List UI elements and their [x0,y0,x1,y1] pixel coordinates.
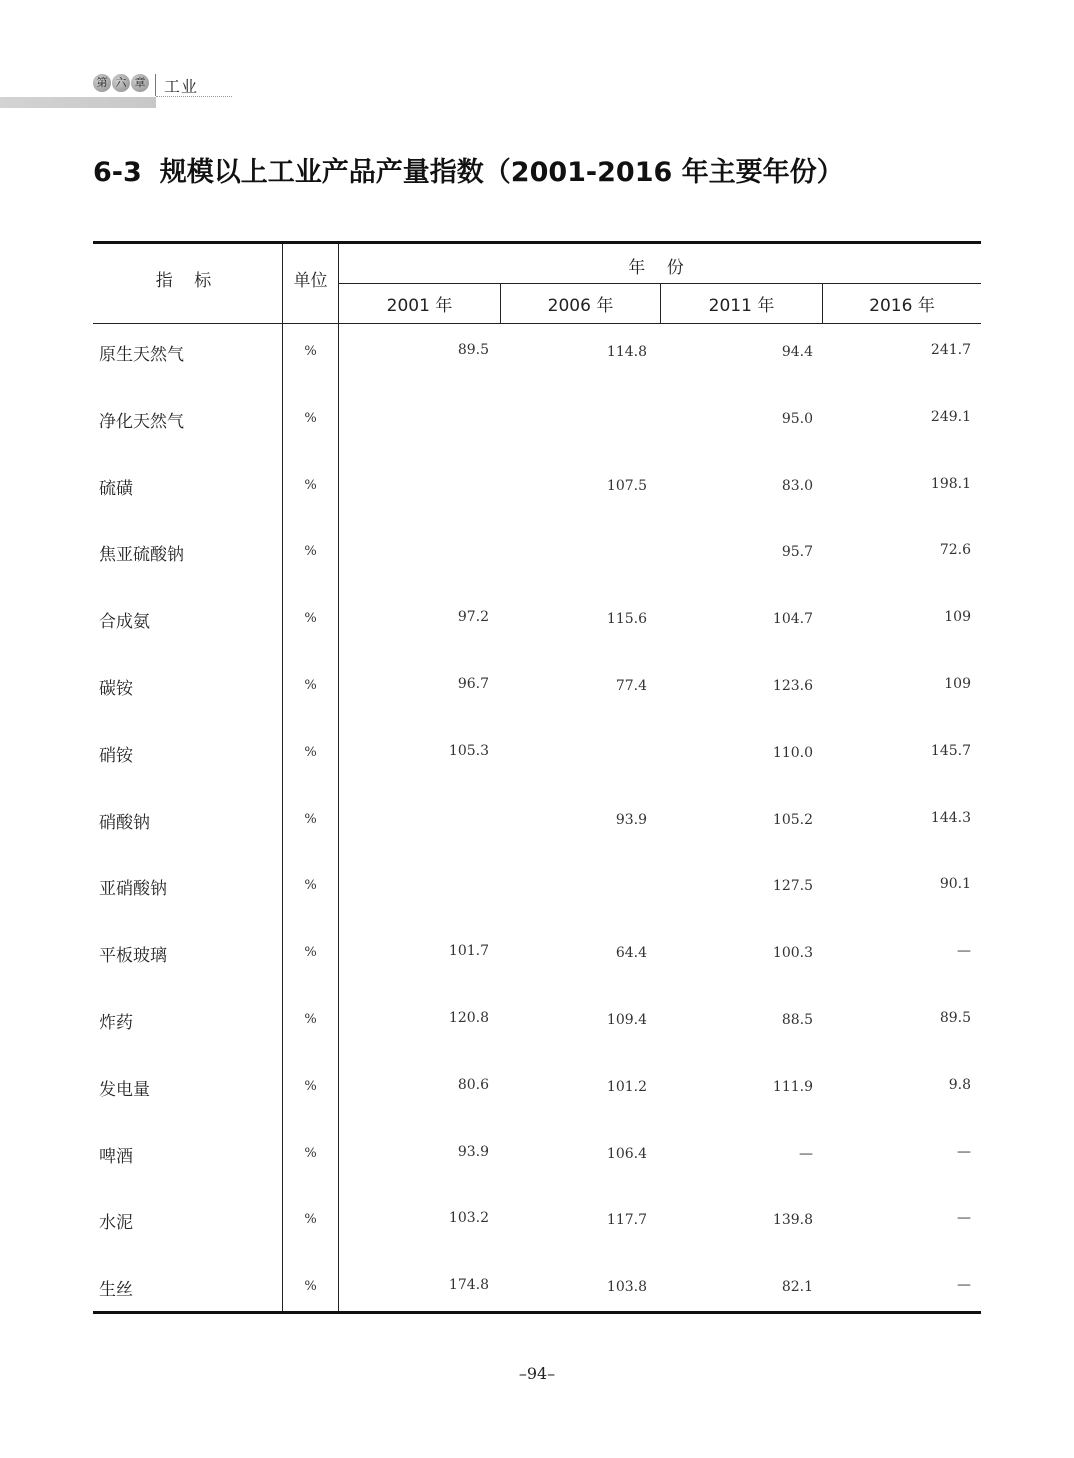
value-2011: 88.5 [781,1011,813,1028]
value-2011: 83.0 [781,477,813,494]
table-row [93,1132,981,1199]
row-unit: % [304,1078,317,1094]
value-2011: 123.6 [772,677,813,694]
row-indicator: 亚硝酸钠 [99,879,167,900]
value-2016: — [957,943,971,960]
value-2001: 105.3 [448,742,489,759]
value-2001: 120.8 [448,1009,489,1026]
row-unit: % [304,1145,317,1161]
table-row [93,798,981,865]
row-indicator: 焦亚硫酸钠 [99,545,184,566]
row-unit: % [304,878,317,894]
table-top-rule [93,241,981,244]
row-unit: % [304,611,317,627]
header-separator [155,74,156,96]
value-2001: 89.5 [457,342,489,358]
value-2006: 109.4 [606,1011,647,1028]
header-bottom-rule [93,323,981,324]
header-year-2016: 2016 年 [869,296,935,316]
value-2011: 95.0 [781,410,813,427]
value-2011: 95.7 [781,544,813,561]
table-row [93,597,981,664]
value-2006: 106.4 [606,1145,647,1162]
value-2006: 93.9 [615,811,647,828]
value-2016: — [957,1143,971,1160]
chapter-label [93,74,149,92]
header-decor-bar [0,97,156,108]
chapter-char: 六 [112,74,130,92]
value-2011: 111.9 [772,1078,813,1095]
value-2016: 145.7 [930,742,971,759]
header-indicator: 指 标 [155,271,220,291]
value-2016: 9.8 [948,1076,971,1093]
table-row [93,397,981,464]
value-2006: 115.6 [606,611,647,628]
value-2016: 241.7 [930,342,971,358]
page-number: –94– [518,1364,556,1383]
value-2011: 100.3 [772,945,813,962]
table-row [93,1198,981,1265]
row-unit: % [304,945,317,961]
value-2011: 139.8 [772,1212,813,1229]
value-2016: 198.1 [930,475,971,492]
value-2011: 105.2 [772,811,813,828]
page-title [93,150,844,189]
table-title-text: 规模以上工业产品产量指数（2001-2016 年主要年份） [159,157,844,188]
row-unit: % [304,811,317,827]
header-year-2001: 2001 年 [386,296,453,316]
row-unit: % [304,410,317,426]
row-indicator: 原生天然气 [99,345,184,365]
value-2016: 72.6 [939,542,971,559]
value-2016: 249.1 [930,408,971,425]
row-indicator: 硝铵 [99,745,133,766]
value-2006: 77.4 [615,677,647,694]
table-row [93,330,981,397]
row-indicator: 碳铵 [99,678,133,699]
value-2011: 110.0 [772,744,813,761]
table-row [93,864,981,931]
value-2016: 109 [944,609,971,626]
header-year-2011: 2011 年 [708,296,775,316]
table-row [93,731,981,798]
table-row [93,1265,981,1332]
value-2001: 93.9 [457,1143,489,1160]
row-unit: % [304,1212,317,1228]
row-unit: % [304,544,317,560]
value-2006: 103.8 [606,1279,647,1296]
value-2016: — [957,1277,971,1294]
value-2016: — [957,1210,971,1227]
table-row [93,664,981,731]
chapter-char: 第 [93,74,111,92]
value-2011: 104.7 [772,611,813,628]
value-2006: 101.2 [606,1078,647,1095]
row-indicator: 硫磺 [99,478,133,499]
value-2006: 64.4 [615,945,647,962]
row-indicator: 啤酒 [99,1146,133,1167]
table-number: 6-3 [93,157,142,188]
row-indicator: 水泥 [99,1213,133,1234]
value-2006: 107.5 [606,477,647,494]
value-2001: 103.2 [448,1210,489,1227]
value-2001: 101.7 [448,943,489,960]
row-indicator: 生丝 [99,1280,133,1301]
value-2016: 144.3 [930,809,971,826]
header-year-group: 年 份 [628,258,692,278]
table-body [93,330,981,1332]
header-unit: 单位 [293,271,328,291]
table-row [93,464,981,531]
header-year-2006: 2006 年 [547,296,614,316]
row-unit: % [304,744,317,760]
row-indicator: 合成氨 [99,612,150,633]
table-row [93,1065,981,1132]
value-2006: 114.8 [606,344,647,360]
value-2001: 80.6 [457,1076,489,1093]
row-unit: % [304,1279,317,1295]
row-unit: % [304,1011,317,1027]
value-2006: 117.7 [606,1212,647,1229]
row-indicator: 平板玻璃 [99,946,167,967]
value-2011: 127.5 [772,878,813,895]
value-2011: — [799,1145,813,1162]
value-2011: 82.1 [781,1279,813,1296]
value-2001: 97.2 [457,609,489,626]
table-row [93,998,981,1065]
table-row [93,530,981,597]
chapter-char: 章 [131,74,149,92]
value-2016: 109 [944,675,971,692]
value-2011: 94.4 [781,344,813,360]
value-2016: 90.1 [939,876,971,893]
row-unit: % [304,677,317,693]
value-2001: 174.8 [448,1277,489,1294]
value-2001: 96.7 [457,675,489,692]
row-unit: % [304,477,317,493]
row-unit: % [304,344,317,359]
row-indicator: 发电量 [99,1079,150,1100]
table-row [93,931,981,998]
row-indicator: 炸药 [99,1012,133,1033]
section-title: 工业 [164,77,199,96]
row-indicator: 硝酸钠 [99,812,150,833]
row-indicator: 净化天然气 [99,411,184,432]
value-2016: 89.5 [939,1009,971,1026]
